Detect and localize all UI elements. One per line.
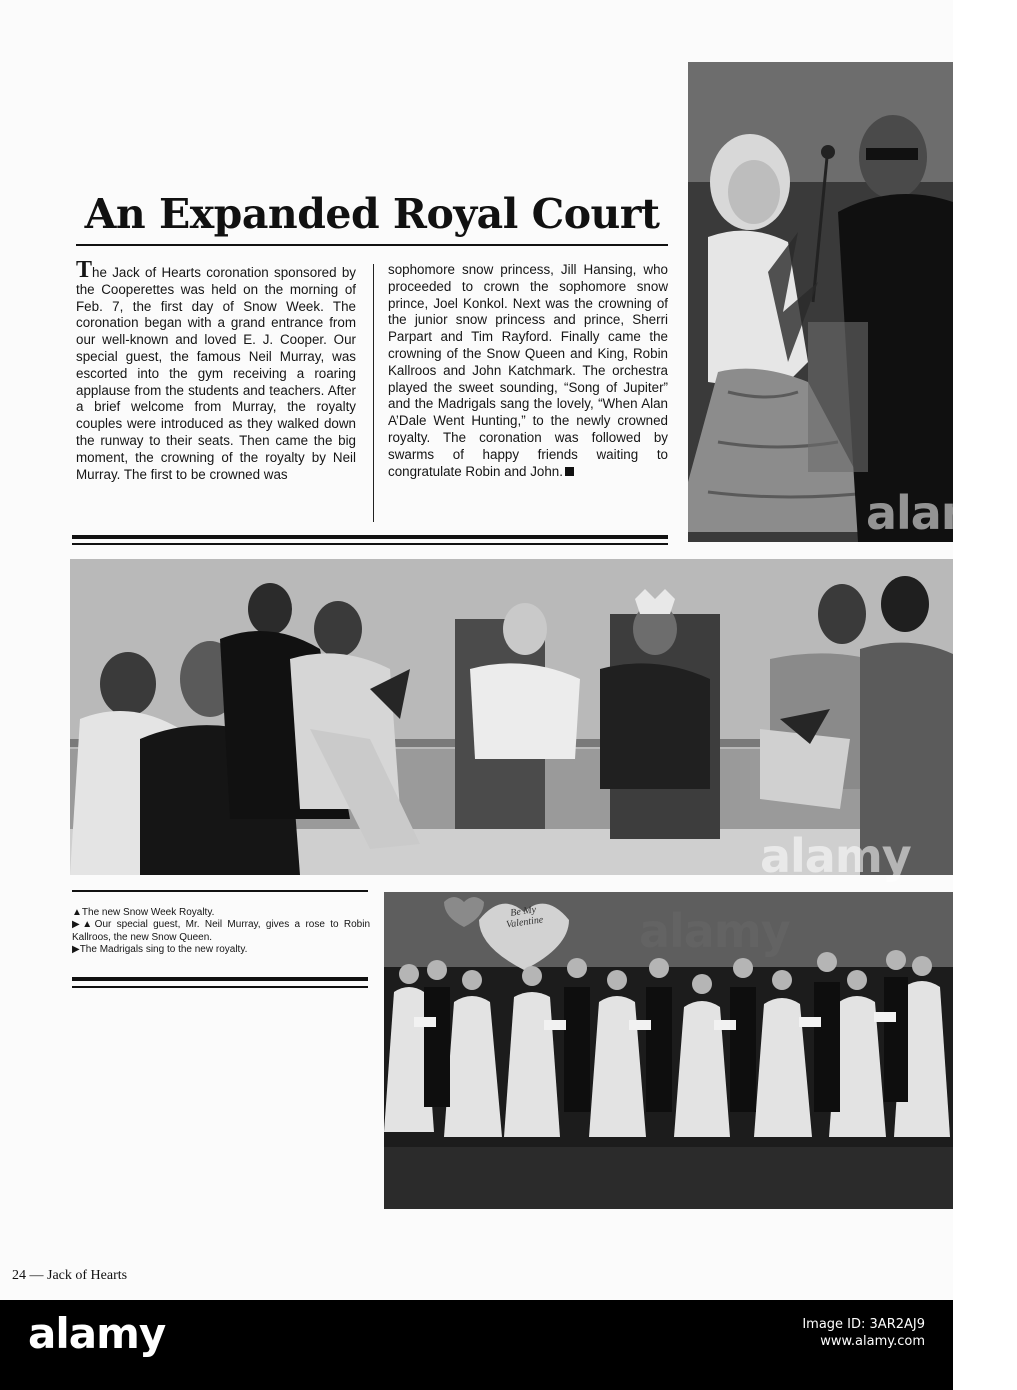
article-column-2 (388, 262, 668, 480)
headline: An Expanded Royal Court (84, 190, 660, 238)
caption-bottom-rule-2 (72, 986, 368, 988)
photo-rose-presentation (688, 62, 1017, 542)
caption-top-rule (72, 890, 368, 892)
headline-rule (76, 244, 668, 246)
caption-2: ▶▲Our special guest, Mr. Neil Murray, gives a rose to Robin Kallroos, the new Snow Queen. (72, 919, 370, 943)
end-mark-icon (565, 467, 574, 476)
article-end-rule (72, 535, 668, 539)
watermark-text: alamy (639, 904, 790, 958)
valentine-sign: Be My Valentine (505, 904, 544, 931)
drop-cap: T (76, 257, 93, 283)
stock-logo: alamy (28, 1309, 166, 1358)
caption-1: ▲The new Snow Week Royalty. (72, 907, 215, 918)
article-column-1 (76, 257, 356, 483)
photo-madrigals (384, 892, 953, 1209)
caption-3: ▶The Madrigals sing to the new royalty. (72, 944, 248, 956)
image-id-label: Image ID: 3AR2AJ9 (802, 1317, 925, 1332)
stock-meta (802, 1316, 925, 1350)
watermark-text: alamy (760, 829, 911, 883)
article-end-rule-2 (72, 543, 668, 545)
watermark-text: alamy (866, 486, 1017, 540)
caption-bottom-rule (72, 977, 368, 981)
article-column-1-text: he Jack of Hearts coronation sponsored by the Cooperettes was held on the morning of Feb. 7, the first day of Snow Week. The coronation began with a grand entrance from our well-known and loved E. J. Cooper. Our special guest, the famous Neil Murray, was escorted into the gym receiving a roaring applause from the students and teachers. After a brief welcome from Murray, the royalty couples were introduced as they walked down the runway to their seats. Then came the big moment, the crowning of the royalty by Neil Murray. The first to be crowned was (76, 265, 356, 482)
stock-site: www.alamy.com (820, 1334, 925, 1349)
photo-snow-week-royalty (70, 559, 953, 883)
column-divider (373, 264, 374, 522)
photo-captions (72, 907, 370, 957)
article-column-2-text: sophomore snow princess, Jill Hansing, who proceeded to crown the sophomore snow prince, Joel Konkol. Next was the crowning of the junior snow princess and prince, Sherri Parpart and Tim Rayford. Finally came the crowning of the Snow Queen and King, Robin Kallroos and John Katchmark. The orchestra played the sweet sounding, “Song of Jupiter” and the Madrigals sang the lovely, “When Alan A’Dale Went Hunting,” to the newly crowned royalty. The coronation was followed by swarms of happy friends waiting to congratulate Robin and John. (388, 262, 668, 479)
page-folio: 24 — Jack of Hearts (12, 1268, 128, 1283)
